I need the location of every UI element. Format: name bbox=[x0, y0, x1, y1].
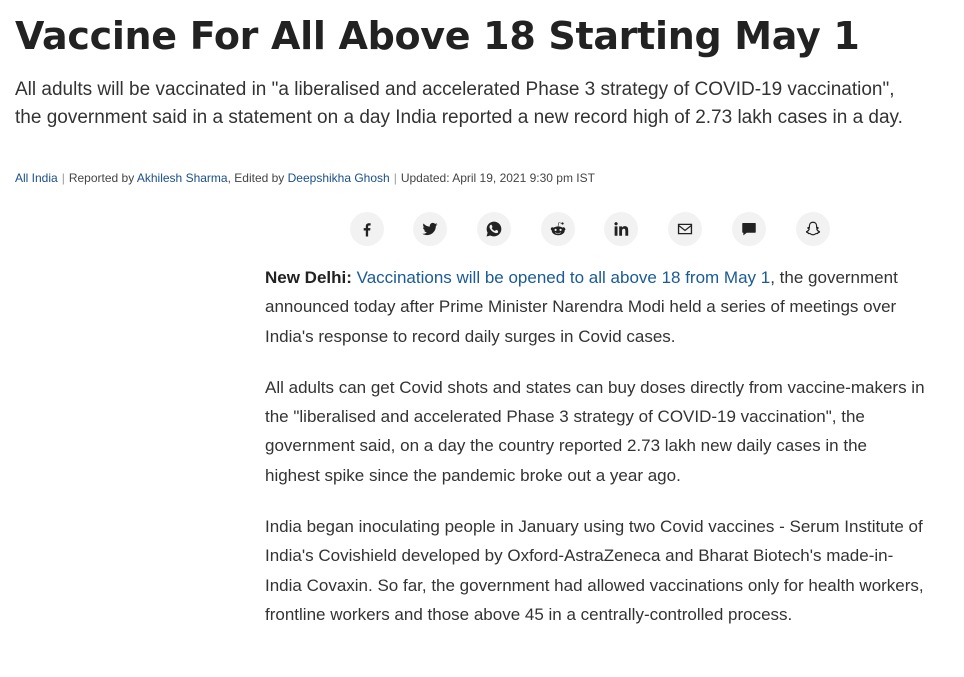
article-paragraph: India began inoculating people in January using two Covid vaccines - Serum Institute of India's Covishield developed by Oxford-AstraZeneca and Bharat Biotech's made-in-India Covaxin. So far, the government had allowed vaccinations only for health workers, frontline workers and those above 45 in a centrally-controlled process. bbox=[265, 517, 924, 624]
edited-by-label: , Edited by bbox=[227, 171, 285, 185]
share-linkedin-button[interactable] bbox=[604, 212, 638, 246]
article-headline: Vaccine For All Above 18 Starting May 1 bbox=[15, 14, 860, 58]
share-reddit-button[interactable] bbox=[541, 212, 575, 246]
reddit-icon bbox=[549, 220, 567, 238]
snapchat-icon bbox=[804, 220, 822, 238]
article-paragraph: All adults can get Covid shots and states can buy doses directly from vaccine-makers in the "liberalised and accelerated Phase 3 strategy of COVID-19 vaccination", the government said, on a day the country reported 2.73 lakh new daily cases in the highest spike since the pandemic broke out a year ago. bbox=[265, 377, 925, 485]
editor-link[interactable]: Deepshikha Ghosh bbox=[287, 171, 390, 185]
share-bar bbox=[350, 212, 830, 246]
article-body bbox=[265, 263, 925, 651]
paragraph-text: , the government announced today after Prime Minister Narendra Modi held a series of meetings over India's response to record daily surges in Covid cases. bbox=[265, 268, 898, 346]
article-byline bbox=[15, 169, 595, 187]
share-comment-button[interactable] bbox=[732, 212, 766, 246]
linkedin-icon bbox=[612, 220, 630, 238]
share-whatsapp-button[interactable] bbox=[477, 212, 511, 246]
byline-separator: | bbox=[393, 171, 397, 185]
facebook-icon bbox=[358, 220, 376, 238]
article-paragraph bbox=[265, 263, 925, 351]
article-summary: All adults will be vaccinated in "a liberalised and accelerated Phase 3 strategy of COVID-19 vaccination", the government said in a statement on a day India reported a new record high of 2.73 lakh cases in a day. bbox=[15, 79, 903, 128]
share-facebook-button[interactable] bbox=[350, 212, 384, 246]
whatsapp-icon bbox=[485, 220, 503, 238]
share-twitter-button[interactable] bbox=[413, 212, 447, 246]
byline-separator: | bbox=[61, 171, 65, 185]
email-icon bbox=[676, 220, 694, 238]
vaccination-news-link[interactable]: Vaccinations will be opened to all above 18 from May 1 bbox=[356, 268, 771, 287]
updated-timestamp: Updated: April 19, 2021 9:30 pm IST bbox=[400, 171, 595, 185]
comment-icon bbox=[740, 220, 758, 238]
twitter-icon bbox=[421, 220, 439, 238]
share-snapchat-button[interactable] bbox=[796, 212, 830, 246]
reporter-link[interactable]: Akhilesh Sharma bbox=[136, 171, 228, 185]
reported-by-label: Reported by bbox=[68, 171, 135, 185]
category-link[interactable]: All India bbox=[15, 171, 58, 185]
dateline: New Delhi: bbox=[265, 268, 352, 287]
share-email-button[interactable] bbox=[668, 212, 702, 246]
